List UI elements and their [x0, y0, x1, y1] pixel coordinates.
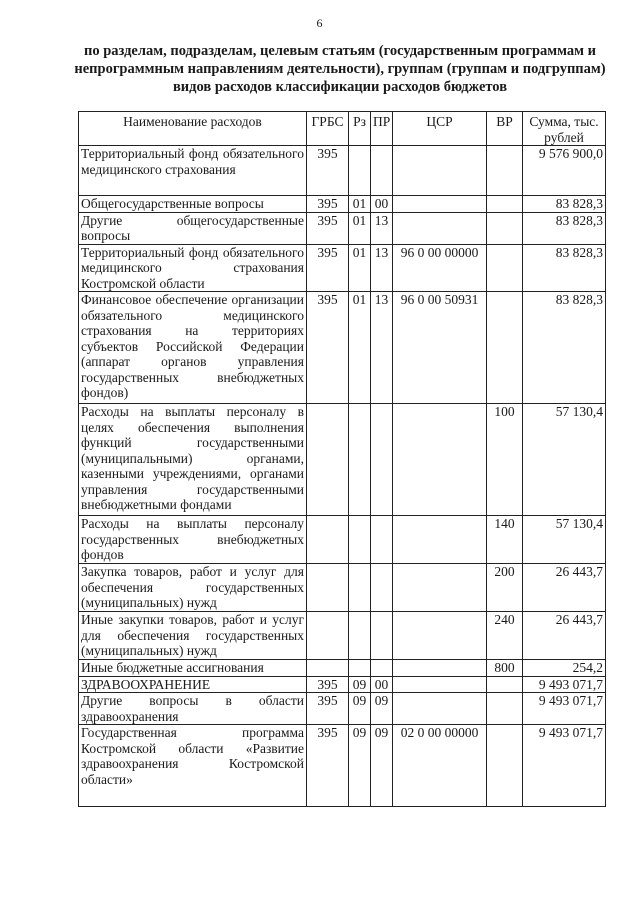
cell-name: Расходы на выплаты персоналу государственных внебюджетных фондов	[79, 516, 307, 564]
table-row	[79, 612, 606, 660]
cell-vr	[487, 725, 523, 807]
cell-grbs: 395	[307, 693, 349, 725]
cell-rz: 01	[349, 212, 371, 244]
cell-vr	[487, 146, 523, 196]
cell-vr: 100	[487, 404, 523, 516]
cell-csr	[393, 676, 487, 693]
table-row	[79, 693, 606, 725]
cell-pr: 09	[371, 693, 393, 725]
header-grbs: ГРБС	[307, 112, 349, 146]
cell-sum: 57 130,4	[523, 404, 606, 516]
cell-name: Иные бюджетные ассигнования	[79, 660, 307, 677]
cell-name: Другие вопросы в области здравоохранения	[79, 693, 307, 725]
cell-csr	[393, 516, 487, 564]
cell-name: Территориальный фонд обязательного медицинского страхования Костромской области	[79, 244, 307, 292]
cell-grbs: 395	[307, 196, 349, 213]
cell-csr	[393, 404, 487, 516]
header-rz: Рз	[349, 112, 371, 146]
cell-vr	[487, 676, 523, 693]
cell-grbs: 395	[307, 244, 349, 292]
cell-rz: 01	[349, 196, 371, 213]
page-number: 6	[316, 16, 323, 30]
cell-csr	[393, 693, 487, 725]
cell-pr: 00	[371, 676, 393, 693]
cell-rz	[349, 612, 371, 660]
cell-grbs: 395	[307, 292, 349, 404]
cell-vr	[487, 244, 523, 292]
cell-grbs: 395	[307, 212, 349, 244]
cell-name: Иные закупки товаров, работ и услуг для обеспечения государственных (муниципальных) нужд	[79, 612, 307, 660]
cell-name: Другие общегосударственные вопросы	[79, 212, 307, 244]
cell-rz: 09	[349, 725, 371, 807]
table-row	[79, 292, 606, 404]
cell-pr: 13	[371, 244, 393, 292]
cell-sum: 26 443,7	[523, 612, 606, 660]
cell-sum: 9 493 071,7	[523, 676, 606, 693]
cell-grbs	[307, 612, 349, 660]
cell-pr	[371, 612, 393, 660]
cell-rz: 09	[349, 693, 371, 725]
cell-pr: 00	[371, 196, 393, 213]
cell-rz: 01	[349, 244, 371, 292]
cell-csr	[393, 564, 487, 612]
cell-name: Территориальный фонд обязательного медицинского страхования	[79, 146, 307, 196]
table-row	[79, 676, 606, 693]
cell-pr: 13	[371, 212, 393, 244]
cell-vr	[487, 693, 523, 725]
table-row	[79, 564, 606, 612]
cell-vr: 200	[487, 564, 523, 612]
cell-csr	[393, 612, 487, 660]
cell-csr: 96 0 00 00000	[393, 244, 487, 292]
table-row	[79, 244, 606, 292]
cell-vr	[487, 212, 523, 244]
header-name: Наименование расходов	[79, 112, 307, 146]
cell-rz	[349, 516, 371, 564]
cell-sum: 9 576 900,0	[523, 146, 606, 196]
table-row	[79, 660, 606, 677]
cell-pr: 13	[371, 292, 393, 404]
table-row	[79, 196, 606, 213]
header-csr: ЦСР	[393, 112, 487, 146]
cell-rz: 09	[349, 676, 371, 693]
cell-sum: 83 828,3	[523, 292, 606, 404]
cell-grbs	[307, 516, 349, 564]
cell-name: Финансовое обеспечение организации обязательного медицинского страхования на территориях субъектов Российской Федерации (аппарат органов управления государственных внебюджетных фондов)	[79, 292, 307, 404]
cell-pr	[371, 564, 393, 612]
cell-sum: 9 493 071,7	[523, 693, 606, 725]
table-body	[79, 146, 606, 807]
cell-pr	[371, 146, 393, 196]
cell-sum: 26 443,7	[523, 564, 606, 612]
cell-csr	[393, 146, 487, 196]
cell-name: Закупка товаров, работ и услуг для обеспечения государственных (муниципальных) нужд	[79, 564, 307, 612]
document-heading: по разделам, подразделам, целевым статьям (государственным программам и непрограммным направлениям деятельности), группам (группам и подгруппам) видов расходов классификации расходов бюджетов	[74, 43, 606, 95]
cell-rz	[349, 404, 371, 516]
cell-vr	[487, 196, 523, 213]
cell-sum: 57 130,4	[523, 516, 606, 564]
cell-sum: 83 828,3	[523, 212, 606, 244]
cell-sum: 83 828,3	[523, 244, 606, 292]
cell-grbs	[307, 660, 349, 677]
table-header-row	[79, 112, 606, 146]
cell-name: Расходы на выплаты персоналу в целях обеспечения выполнения функций государственными (муниципальными) органами, казенными учреждениями, органами управления государственными внебюджетными фондами	[79, 404, 307, 516]
cell-vr: 800	[487, 660, 523, 677]
cell-pr: 09	[371, 725, 393, 807]
cell-pr	[371, 516, 393, 564]
cell-grbs: 395	[307, 676, 349, 693]
cell-sum: 83 828,3	[523, 196, 606, 213]
table-row	[79, 212, 606, 244]
cell-csr	[393, 196, 487, 213]
cell-name: ЗДРАВООХРАНЕНИЕ	[79, 676, 307, 693]
cell-rz: 01	[349, 292, 371, 404]
cell-grbs	[307, 564, 349, 612]
header-sum: Сумма, тыс. рублей	[523, 112, 606, 146]
table-row	[79, 404, 606, 516]
cell-vr: 140	[487, 516, 523, 564]
header-pr: ПР	[371, 112, 393, 146]
table-row	[79, 146, 606, 196]
cell-pr	[371, 404, 393, 516]
cell-grbs: 395	[307, 725, 349, 807]
cell-vr: 240	[487, 612, 523, 660]
cell-grbs	[307, 404, 349, 516]
cell-rz	[349, 564, 371, 612]
budget-table	[78, 111, 606, 807]
cell-name: Общегосударственные вопросы	[79, 196, 307, 213]
table-row	[79, 725, 606, 807]
cell-csr: 02 0 00 00000	[393, 725, 487, 807]
cell-rz	[349, 660, 371, 677]
cell-csr: 96 0 00 50931	[393, 292, 487, 404]
cell-rz	[349, 146, 371, 196]
cell-grbs: 395	[307, 146, 349, 196]
cell-vr	[487, 292, 523, 404]
cell-csr	[393, 212, 487, 244]
header-vr: ВР	[487, 112, 523, 146]
cell-csr	[393, 660, 487, 677]
cell-sum: 9 493 071,7	[523, 725, 606, 807]
cell-sum: 254,2	[523, 660, 606, 677]
cell-name: Государственная программа Костромской области «Развитие здравоохранения Костромской области»	[79, 725, 307, 807]
table-row	[79, 516, 606, 564]
cell-pr	[371, 660, 393, 677]
